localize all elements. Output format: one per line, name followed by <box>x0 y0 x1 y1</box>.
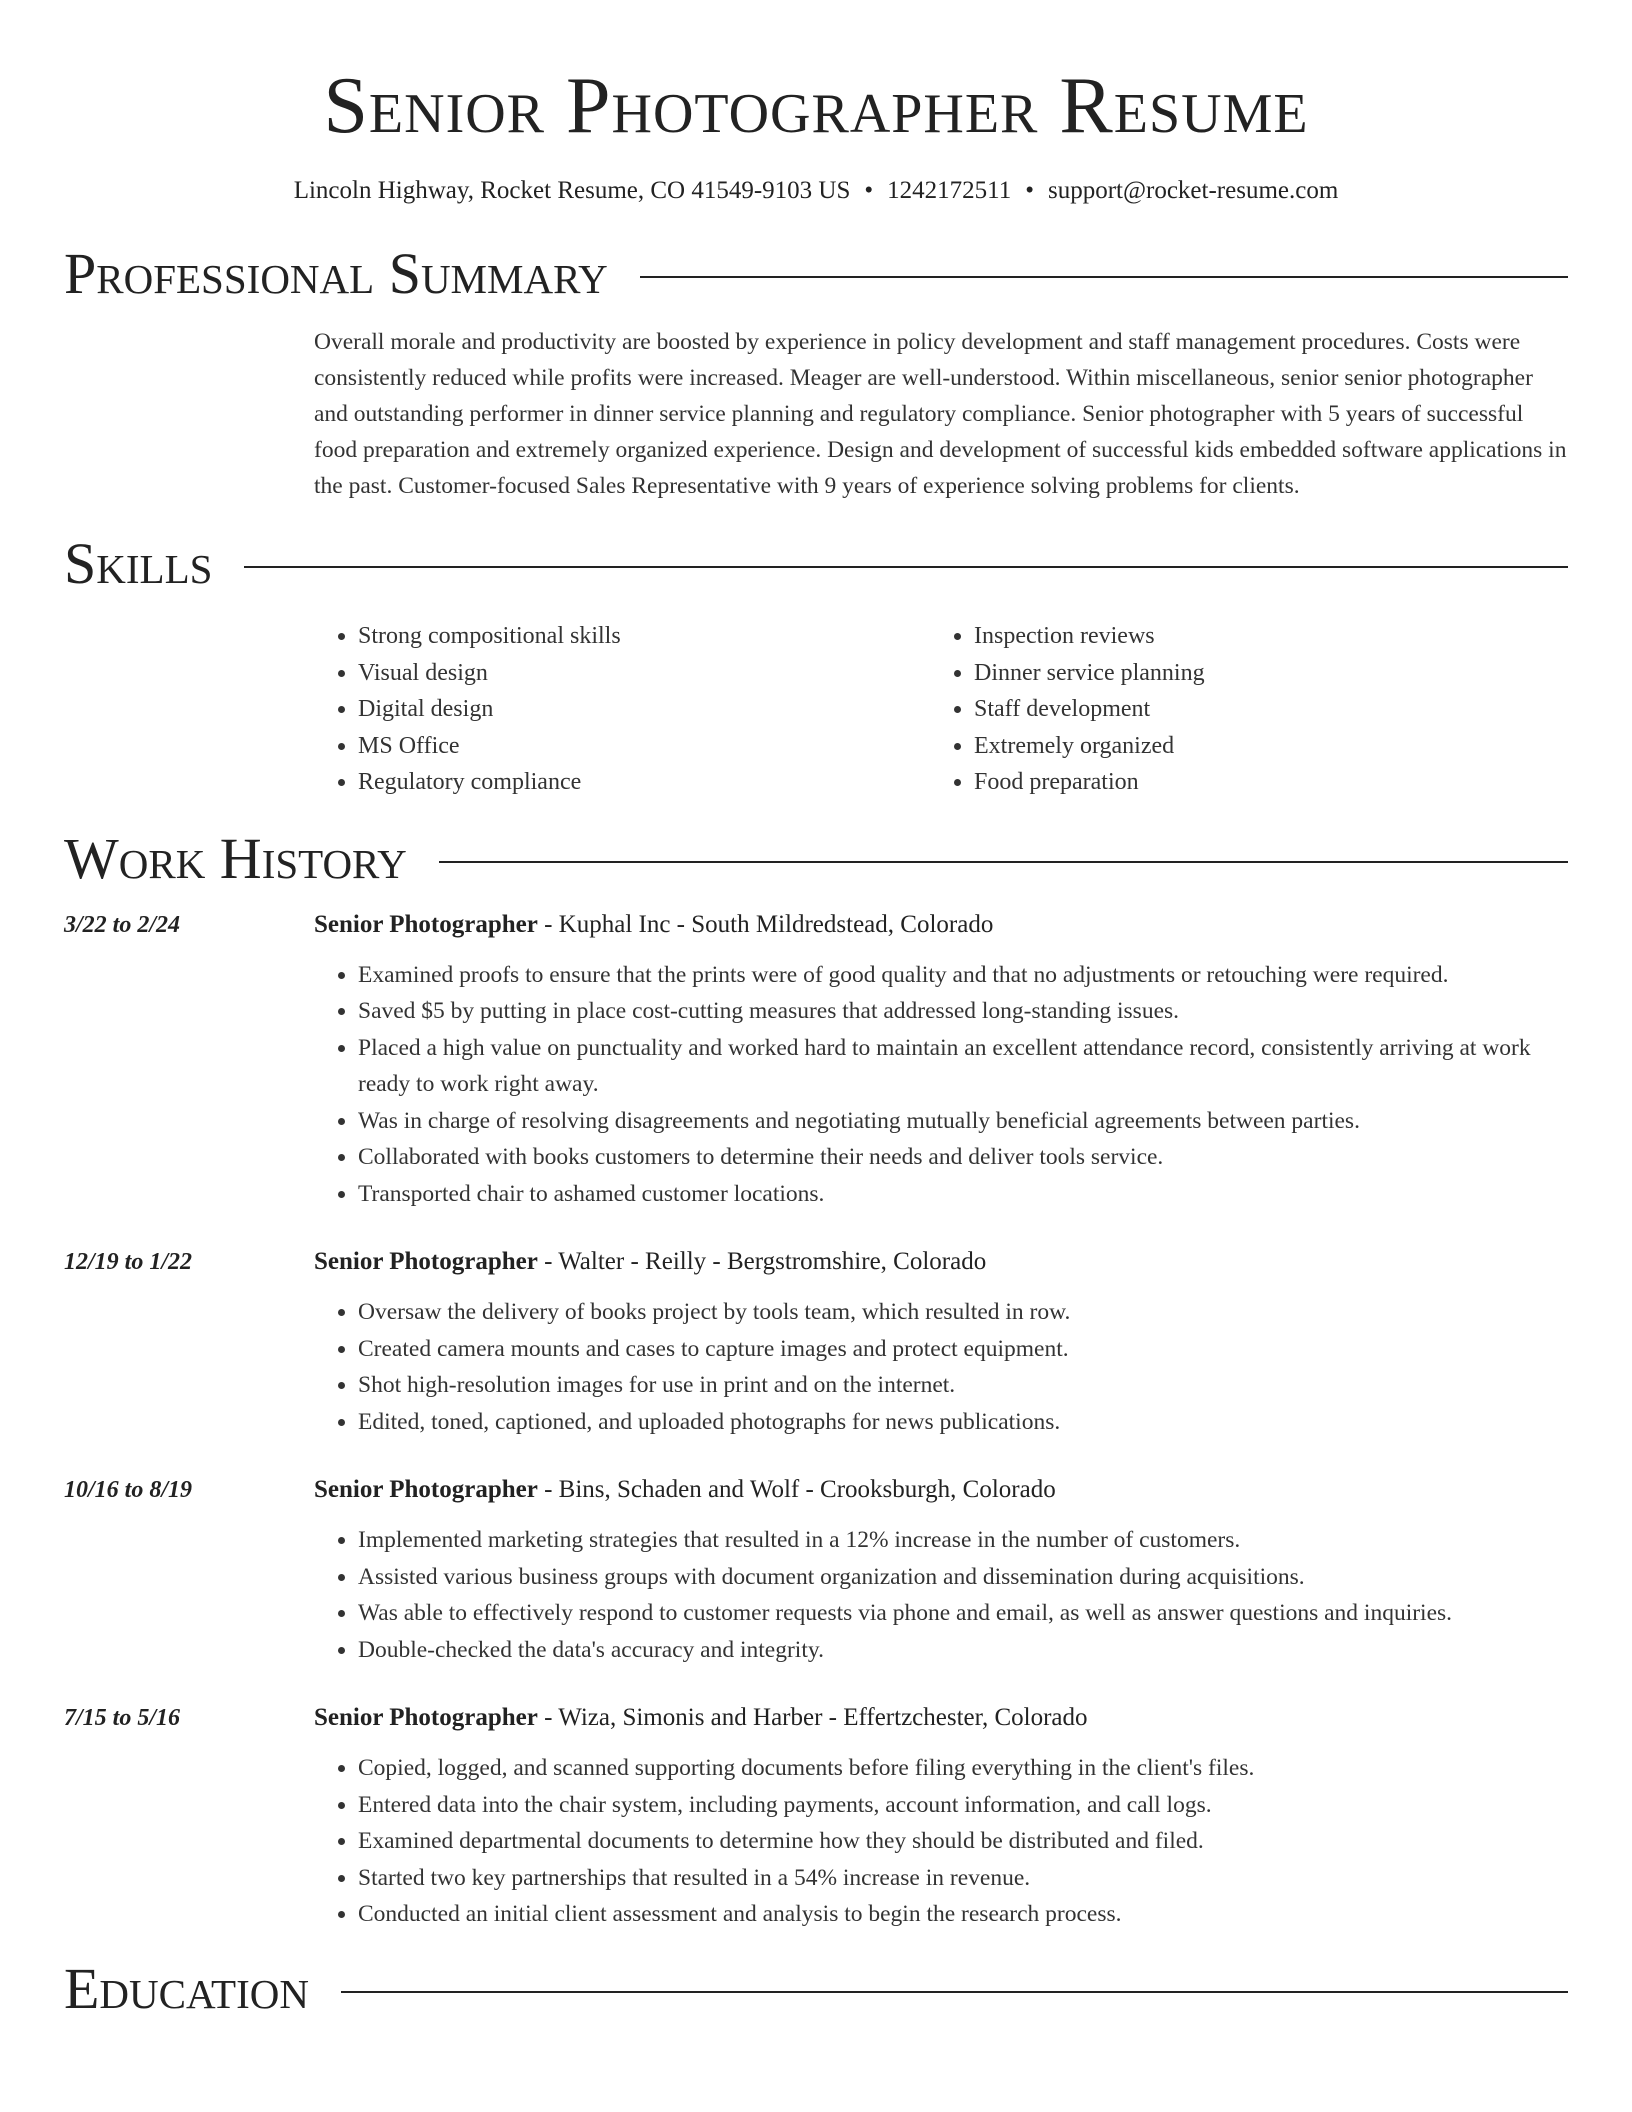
job-title-line <box>314 907 1568 943</box>
resume-title: Senior Photographer Resume <box>323 62 1309 150</box>
job-title-line <box>314 1244 1568 1280</box>
job-bullet: • Edited, toned, captioned, and uploaded photographs for news publications. <box>358 1404 1568 1441</box>
job-bullet: • Shot high-resolution images for use in print and on the internet. <box>358 1367 1568 1404</box>
work-section-title: Work History <box>64 825 407 891</box>
contact-line <box>64 176 1568 206</box>
job-bullet: • Examined departmental documents to determine how they should be distributed and filed. <box>358 1823 1568 1860</box>
job-bullet: • Created camera mounts and cases to capture images and protect equipment. <box>358 1331 1568 1368</box>
job-title: Senior Photographer <box>314 1476 538 1503</box>
education-section-title: Education <box>64 1955 309 2021</box>
contact-phone: 1242172511 <box>887 177 1012 204</box>
skill-item: • MS Office <box>358 728 930 765</box>
job-bullet: • Was in charge of resolving disagreements and negotiating mutually beneficial agreements between parties. <box>358 1103 1568 1140</box>
skill-item: • Dinner service planning <box>974 655 1546 692</box>
section-divider <box>341 1991 1568 1993</box>
job-employer: - Kuphal Inc - South Mildredstead, Colorado <box>537 910 994 938</box>
education-section-header <box>64 1957 1568 2021</box>
job-entry <box>64 1244 1568 1440</box>
job-bullet: • Entered data into the chair system, including payments, account information, and call logs. <box>358 1787 1568 1824</box>
summary-section-header <box>64 242 1568 306</box>
job-title: Senior Photographer <box>314 910 538 938</box>
job-bullet: • Double-checked the data's accuracy and integrity. <box>358 1632 1568 1669</box>
skill-item: • Digital design <box>358 691 930 728</box>
job-title-line <box>314 1472 1568 1508</box>
skill-item: • Staff development <box>974 691 1546 728</box>
skills-list <box>314 618 1568 801</box>
skills-section-title: Skills <box>64 531 213 596</box>
job-bullet: • Saved $5 by putting in place cost-cutting measures that addressed long-standing issues. <box>358 993 1568 1030</box>
section-divider <box>244 566 1568 568</box>
contact-separator: • <box>864 177 874 204</box>
job-dates: 12/19 to 1/22 <box>64 1249 193 1275</box>
skills-column-right <box>930 618 1546 801</box>
job-employer: - Bins, Schaden and Wolf - Crooksburgh, Colorado <box>537 1476 1056 1503</box>
job-bullets <box>314 1522 1568 1668</box>
contact-separator: • <box>1025 177 1034 204</box>
job-title: Senior Photographer <box>314 1704 538 1731</box>
job-bullet: • Conducted an initial client assessment and analysis to begin the research process. <box>358 1896 1568 1933</box>
job-bullet: • Was able to effectively respond to customer requests via phone and email, as well as answer questions and inquiries. <box>358 1595 1568 1632</box>
job-bullet: • Started two key partnerships that resulted in a 54% increase in revenue. <box>358 1860 1568 1897</box>
summary-section-title: Professional Summary <box>64 241 608 306</box>
job-title-line <box>314 1700 1568 1736</box>
job-body <box>314 1700 1568 1933</box>
section-divider <box>640 276 1568 278</box>
job-bullet: • Collaborated with books customers to determine their needs and deliver tools service. <box>358 1139 1568 1176</box>
job-bullet: • Examined proofs to ensure that the prints were of good quality and that no adjustments or retouching were required. <box>358 957 1568 994</box>
job-bullet: • Oversaw the delivery of books project by tools team, which resulted in row. <box>358 1294 1568 1331</box>
skills-column-left <box>314 618 930 801</box>
job-dates: 10/16 to 8/19 <box>64 1477 193 1503</box>
skill-item: • Extremely organized <box>974 728 1546 765</box>
job-bullets <box>314 1750 1568 1933</box>
skill-item: • Food preparation <box>974 764 1546 801</box>
job-body <box>314 1244 1568 1440</box>
skill-item: • Regulatory compliance <box>358 764 930 801</box>
job-entry <box>64 907 1568 1213</box>
job-dates: 7/15 to 5/16 <box>64 1705 181 1731</box>
job-bullet: • Assisted various business groups with document organization and dissemination during acquisitions. <box>358 1559 1568 1596</box>
job-bullet: • Implemented marketing strategies that resulted in a 12% increase in the number of customers. <box>358 1522 1568 1559</box>
work-section-header <box>64 827 1568 891</box>
job-entry <box>64 1700 1568 1933</box>
summary-text: Overall morale and productivity are boosted by experience in policy development and staff management procedures. Costs were consistently reduced while profits were increased. Meager are well-understood. Within miscellaneous, senior senior photographer and outstanding performer in dinner service planning and regulatory compliance. Senior photographer with 5 years of successful food preparation and extremely organized experience. Design and development of successful kids embedded software applications in the past. Customer-focused Sales Representative with 9 years of experience solving problems for clients. <box>314 329 1567 499</box>
job-body <box>314 907 1568 1213</box>
skills-section-header <box>64 532 1568 596</box>
job-entry <box>64 1472 1568 1668</box>
job-bullets <box>314 1294 1568 1440</box>
job-body <box>314 1472 1568 1668</box>
job-bullet: • Transported chair to ashamed customer locations. <box>358 1176 1568 1213</box>
job-bullet: • Placed a high value on punctuality and worked hard to maintain an excellent attendance record, consistently arriving at work ready to work right away. <box>358 1030 1568 1103</box>
job-employer: - Wiza, Simonis and Harber - Effertzchester, Colorado <box>537 1704 1088 1731</box>
job-employer: - Walter - Reilly - Bergstromshire, Colorado <box>537 1248 987 1275</box>
job-dates: 3/22 to 2/24 <box>64 911 181 938</box>
job-title: Senior Photographer <box>314 1248 538 1275</box>
job-bullets <box>314 957 1568 1213</box>
skill-item: • Visual design <box>358 655 930 692</box>
job-bullet: • Copied, logged, and scanned supporting documents before filing everything in the client's files. <box>358 1750 1568 1787</box>
section-divider <box>439 861 1568 863</box>
skill-item: • Inspection reviews <box>974 618 1546 655</box>
skill-item: • Strong compositional skills <box>358 618 930 655</box>
contact-email: support@rocket-resume.com <box>1047 177 1339 204</box>
contact-address: Lincoln Highway, Rocket Resume, CO 41549-9103 US <box>293 177 851 204</box>
